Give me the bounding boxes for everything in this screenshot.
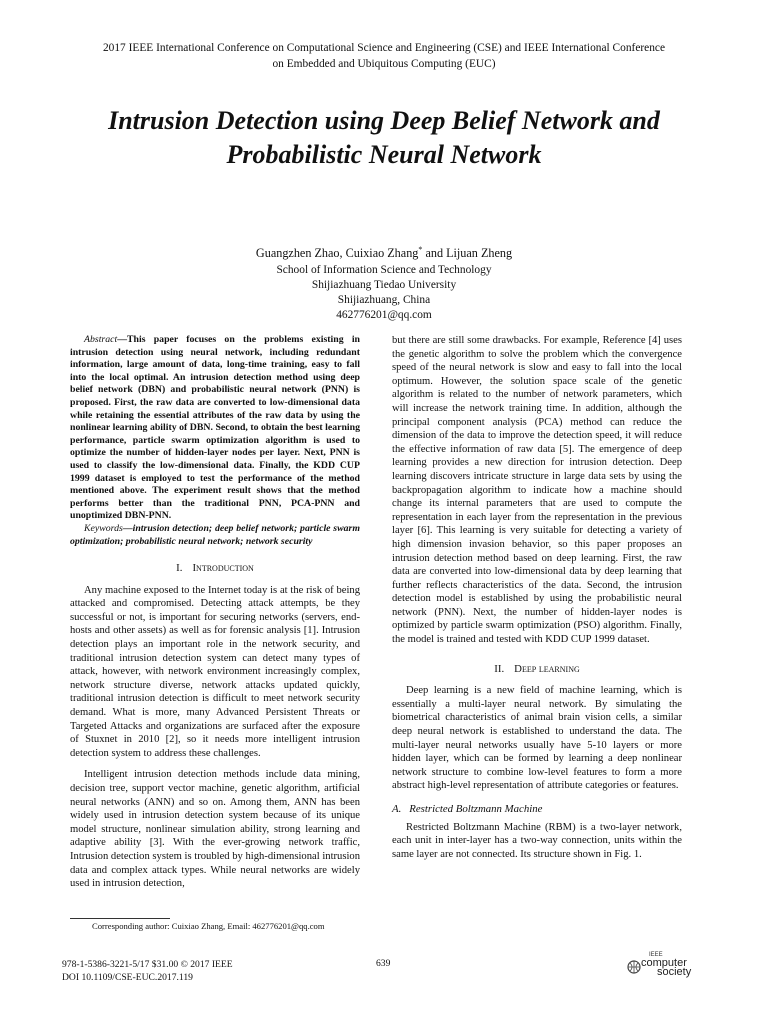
logo-globe-icon [627,960,641,974]
abstract-lead: Abstract [84,334,118,345]
affiliation-school: School of Information Science and Technology [276,264,492,277]
subsection-number: A. [392,803,402,815]
footer-isbn: 978-1-5386-3221-5/17 $31.00 © 2017 IEEE [62,959,233,970]
logo-computer-text: computer [641,957,687,969]
logo-ieee-text: IEEE [649,952,663,958]
deep-learning-paragraph: Deep learning is a new field of machine learning, which is essentially a multi-layer neural network. By simulating the biometrical characteristics of animal brain vision cells, a similar deep neural network is established to understand the data. The multi-layer neural networks usually have 5-10 layers or more hidden layer, which can be formed by learning a deep nonlinear network structure to combine low-level features to form a more abstract high-level representation of attribute categories or features. [392,685,682,792]
title-line-2: Probabilistic Neural Network [226,140,542,169]
author-block [40,242,728,323]
section-title: Introduction [192,562,254,575]
keywords-text: —intrusion detection; deep belief network; particle swarm optimization; probabilistic neural network; network security [70,522,360,547]
intro-paragraph-3: but there are still some drawbacks. For example, Reference [4] uses the genetic algorithm to solve the problem which the convergence speed of the neural network is slow and easy to fall into the local optimum. However, the solution space scale of the genetic algorithm is related to the number of network parameters, which will increase the network training time. In addition, although the principal component analysis (PCA) method can reduce the dimension of the data to improve the detection speed, it will reduce the effective information of raw data [5]. The emergence of deep learning provides a new direction for intrusion detection. Deep learning discovers intricate structure in large data sets by using the backpropagation algorithm to indicate how a machine should change its internal parameters that are used to compute the representation in each layer from the representation in the previous layer [6]. This learning is very suitable for detecting a variety of high dimension invasion behavior, so this paper proposes an intrusion detection method based on deep learning. First, the raw data are converted into low-dimensional data by deep learning that further reflects characteristics of the data. Second, the intrusion detection model is established by using the probabilistic neural network (PNN). Next, the number of hidden-layer nodes is optimized by particle swarm optimization (PSO) algorithm. Finally, the model is trained and tested with KDD CUP 1999 dataset. [392,335,682,646]
affiliation-city: Shijiazhuang, China [337,294,431,307]
page-number: 639 [376,958,391,969]
title-line-1: Intrusion Detection using Deep Belief Network and [108,106,660,135]
footer-doi: DOI 10.1109/CSE-EUC.2017.119 [62,972,193,983]
rbm-paragraph: Restricted Boltzmann Machine (RBM) is a two-layer network, each unit in inter-layer has a two-way connection, units within the same layer are not connected. Its structure shown in Fig. 1. [392,821,682,860]
author-names [40,242,728,261]
logo-society-text: society [657,966,692,978]
paper-title [40,104,728,172]
keywords-lead: Keywords [84,522,123,534]
section-number: II. [494,662,505,675]
section-heading-introduction [70,562,360,576]
affiliation-university: Shijiazhuang Tiedao University [311,279,457,292]
section-number: I. [176,562,183,575]
intro-paragraph-2: Intelligent intrusion detection methods include data mining, decision tree, support vector machine, genetic algorithm, artificial neural networks (ANN) and so on. Among them, ANN has been widely used in intrusion detection system because of its unique model structure, nonlinear simulation ability, strong learning and adaptive ability [3]. With the ever-growing network traffic, Intrusion detection system is troubled by high-dimensional intrusion data and complex attack types. While neural networks are widely used in intrusion detection, [70,769,360,890]
author-email: 462776201@qq.com [336,309,432,322]
corresponding-mark: * [418,245,423,254]
author-names-part1: Guangzhen Zhao, Cuixiao Zhang [255,246,419,261]
footer-info [62,958,233,984]
section-heading-deep-learning [392,663,682,677]
subsection-heading-rbm [392,803,682,817]
subsection-title: Restricted Boltzmann Machine [409,803,543,815]
abstract-text: —This paper focuses on the problems existing in intrusion detection using neural network, including redundant information, large amount of data, long-time training, easy to fall into the local optimal. An intrusion detection method using deep belief network (DBN) and probabilistic neural network (PNN) is proposed. First, the raw data are converted to low-dimensional data while retaining the essential attributes of the raw data by using the nonlinear learning ability of DBN. Second, to obtain the best learning performance, particle swarm optimization algorithm is used to optimize the number of hidden-layer nodes per layer. Next, PNN is used to classify the low-dimensional data. Finally, the KDD CUP 1999 dataset is employed to test the performance of the method mentioned above. The experiment result shows that the method performs better than the traditional PNN, PCA-PNN and unoptimized DBN-PNN. [70,334,360,522]
left-column [70,334,360,891]
section-title: Deep learning [514,662,580,675]
conference-line-2: on Embedded and Ubiquitous Computing (EUC) [272,58,496,70]
conference-header [40,40,728,72]
keywords [70,523,360,548]
abstract [70,334,360,523]
footnote-rule [70,918,170,919]
footnote: Corresponding author: Cuixiao Zhang, Email: 462776201@qq.com [92,921,325,931]
ieee-computer-society-logo [627,952,697,980]
right-column [392,334,682,861]
author-names-part2: and Lijuan Zheng [422,246,513,261]
intro-paragraph-1: Any machine exposed to the Internet today is at the risk of being attacked and compromised. Detecting attack attempts, be they successful or not, is important for securing networks (servers, end-hosts and other assets) as well as for forensic analysis [1]. Intrusion detection plays an important role in the network security, and traditional intrusion detection system can detect many types of attack, however, with network environment increasingly complex, network structure diverse, network attacks updated quickly, traditional intrusion detection is difficult to meet network security demand. What is more, many Advanced Persistent Threats or Targeted Attacks and organizations are surfaced after the exposure of Stuxnet in 2010 [2], so it needs more intelligent intrusion detection system to address these challenges. [70,584,360,759]
conference-line-1: 2017 IEEE International Conference on Computational Science and Engineering (CSE) and IEEE International Conference [102,42,666,54]
